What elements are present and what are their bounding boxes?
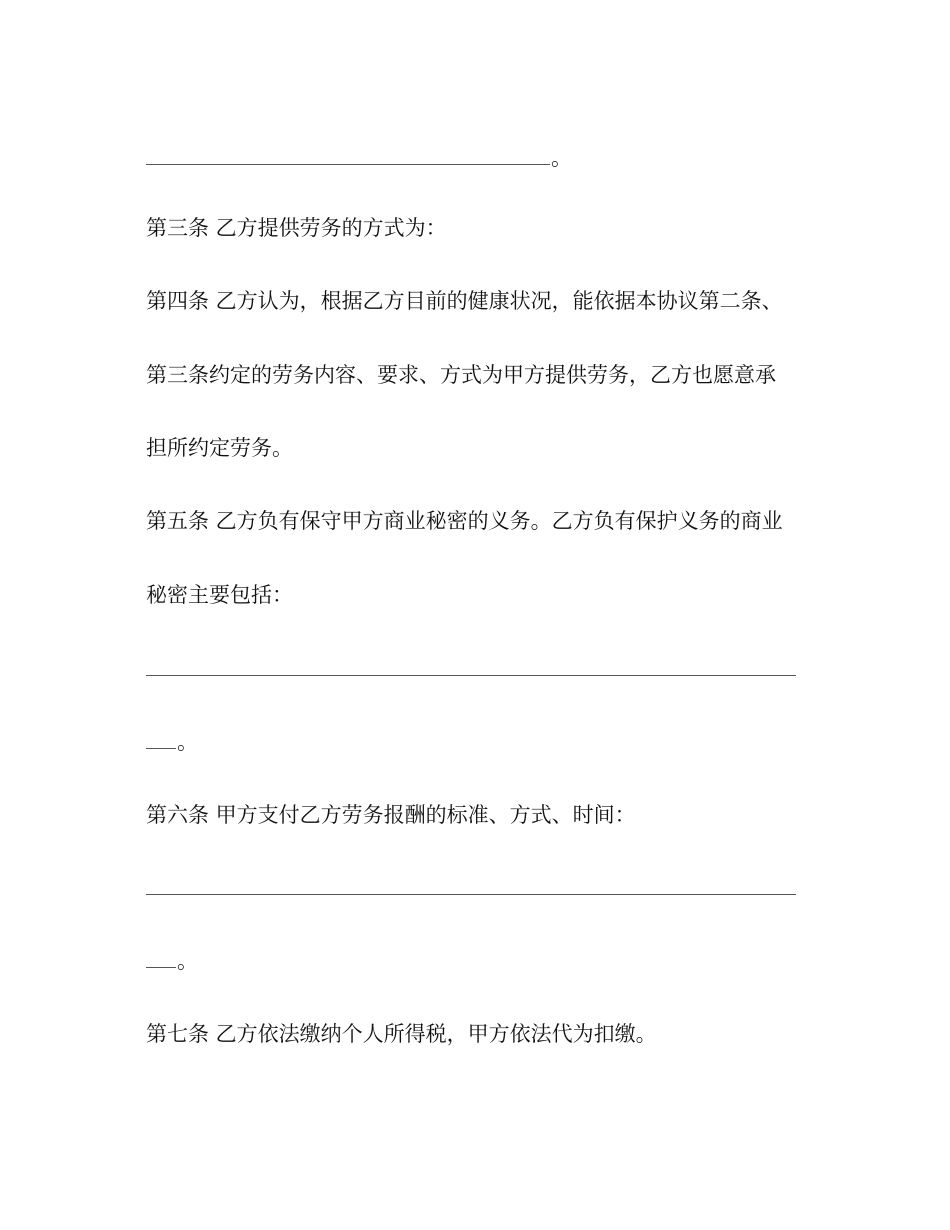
fill-in-blank [146, 876, 796, 895]
fill-in-blank [146, 657, 796, 676]
sentence-end: 。 [177, 949, 198, 973]
sentence-end: 。 [551, 146, 572, 170]
article-6-blank-end [146, 947, 198, 975]
article-3: 第三条 乙方提供劳务的方式为： [146, 216, 447, 240]
article-5-blank-line [146, 655, 796, 683]
fill-in-blank [146, 146, 550, 165]
article-4-line-2: 第三条约定的劳务内容、要求、方式为甲方提供劳务，乙方也愿意承 [146, 363, 776, 387]
article-7: 第七条 乙方依法缴纳个人所得税，甲方依法代为扣缴。 [146, 1022, 657, 1046]
article-5-line-1: 第五条 乙方负有保守甲方商业秘密的义务。乙方负有保护义务的商业 [146, 509, 783, 533]
article-5-blank-end [146, 728, 198, 756]
fill-in-blank [146, 730, 176, 749]
article-5-line-2: 秘密主要包括： [146, 583, 293, 607]
article-4-line-1: 第四条 乙方认为，根据乙方目前的健康状况，能依据本协议第二条、 [146, 289, 783, 313]
fill-in-blank [146, 949, 176, 968]
blank-line-continuation [146, 144, 572, 172]
article-4-line-3: 担所约定劳务。 [146, 436, 293, 460]
sentence-end: 。 [177, 730, 198, 754]
article-6: 第六条 甲方支付乙方劳务报酬的标准、方式、时间： [146, 803, 636, 827]
article-6-blank-line [146, 874, 796, 902]
